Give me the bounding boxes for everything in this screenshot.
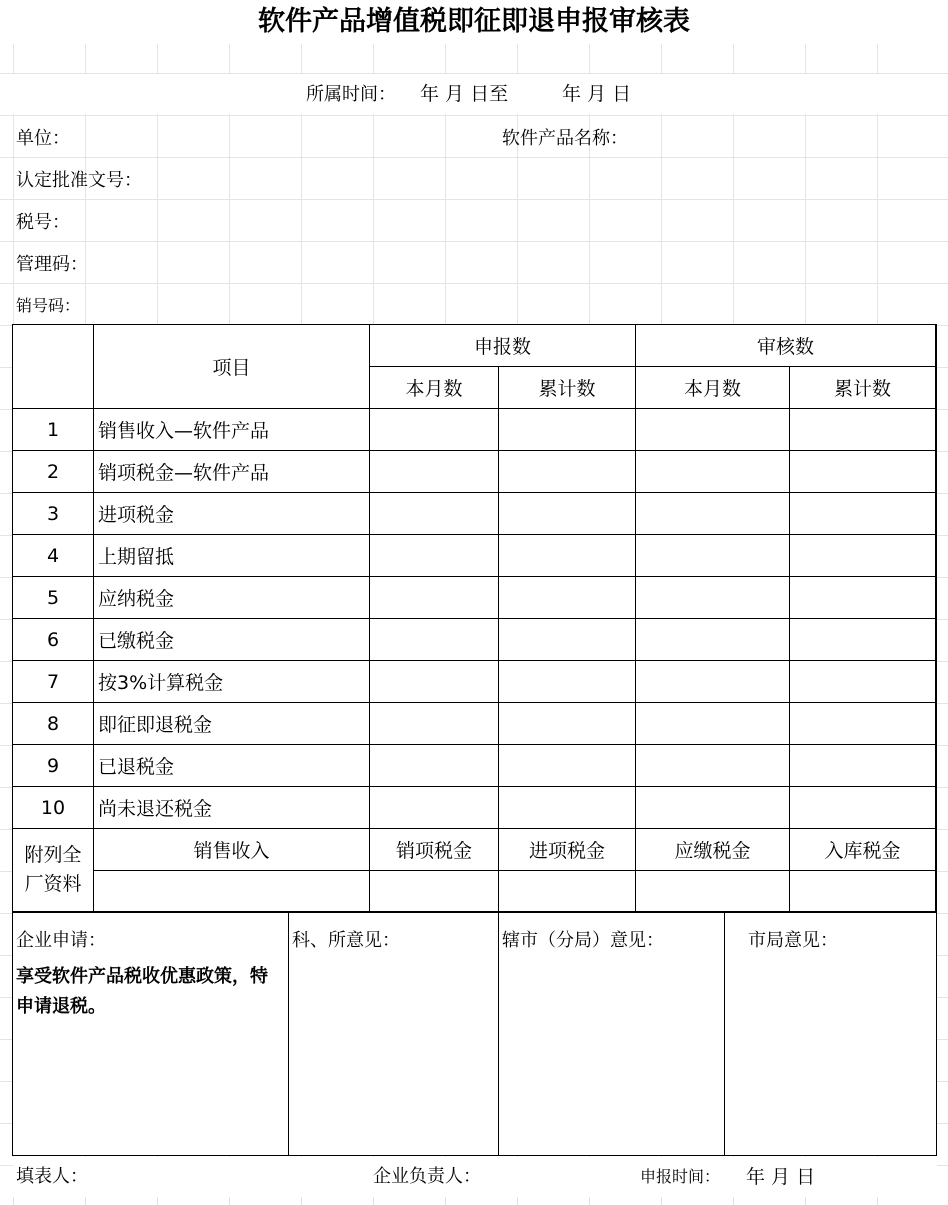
header-declared-month: 本月数 bbox=[370, 367, 498, 408]
manager-label: 企业负责人： bbox=[373, 1166, 481, 1187]
row-value-cell bbox=[370, 661, 498, 702]
row-value-cell bbox=[370, 409, 498, 450]
header-corner-cell bbox=[13, 325, 93, 408]
row-value-cell bbox=[636, 703, 789, 744]
row-number: 3 bbox=[13, 493, 93, 534]
row-value-cell bbox=[790, 619, 935, 660]
header-item: 项目 bbox=[94, 325, 369, 408]
enterprise-label: 企业申请： bbox=[16, 930, 106, 951]
row-item-label: 已退税金 bbox=[94, 745, 369, 786]
appendix-label bbox=[13, 829, 93, 911]
tax-no-label: 税号： bbox=[16, 212, 70, 233]
header-reviewed: 审核数 bbox=[636, 325, 935, 366]
appendix-value-cell bbox=[636, 871, 789, 911]
mgmt-code-label: 管理码： bbox=[16, 254, 88, 275]
row-value-cell bbox=[499, 787, 635, 828]
row-value-cell bbox=[790, 703, 935, 744]
row-value-cell bbox=[636, 787, 789, 828]
row-value-cell bbox=[790, 493, 935, 534]
row-value-cell bbox=[370, 535, 498, 576]
row-item-label: 即征即退税金 bbox=[94, 703, 369, 744]
period-label: 所属时间： bbox=[306, 84, 396, 105]
row-value-cell bbox=[790, 787, 935, 828]
appendix-col-header: 应缴税金 bbox=[636, 829, 789, 870]
row-number: 6 bbox=[13, 619, 93, 660]
row-value-cell bbox=[370, 577, 498, 618]
row-number: 4 bbox=[13, 535, 93, 576]
appendix-col-header: 销售收入 bbox=[94, 829, 369, 870]
row-number: 5 bbox=[13, 577, 93, 618]
row-value-cell bbox=[636, 535, 789, 576]
period-to: 年 月 日 bbox=[562, 83, 632, 105]
row-value-cell bbox=[370, 787, 498, 828]
row-value-cell bbox=[636, 661, 789, 702]
appendix-value-cell bbox=[94, 871, 369, 911]
appendix-label-line1: 附列全 bbox=[24, 844, 82, 866]
appendix-value-cell bbox=[790, 871, 935, 911]
row-value-cell bbox=[370, 619, 498, 660]
row-item-label: 进项税金 bbox=[94, 493, 369, 534]
row-value-cell bbox=[370, 703, 498, 744]
header-declared-cumulative: 累计数 bbox=[499, 367, 635, 408]
row-value-cell bbox=[636, 493, 789, 534]
city-label: 市局意见： bbox=[748, 930, 838, 951]
row-value-cell bbox=[790, 409, 935, 450]
row-number: 1 bbox=[13, 409, 93, 450]
row-number: 7 bbox=[13, 661, 93, 702]
appendix-col-header: 销项税金 bbox=[370, 829, 498, 870]
row-item-label: 销售收入—软件产品 bbox=[94, 409, 369, 450]
row-value-cell bbox=[790, 535, 935, 576]
header-reviewed-month: 本月数 bbox=[636, 367, 789, 408]
row-item-label: 已缴税金 bbox=[94, 619, 369, 660]
page-title: 软件产品增值税即征即退申报审核表 bbox=[0, 0, 948, 44]
row-value-cell bbox=[499, 745, 635, 786]
row-number: 2 bbox=[13, 451, 93, 492]
section-label: 科、所意见： bbox=[292, 930, 400, 951]
row-value-cell bbox=[790, 451, 935, 492]
period-from: 年 月 日至 bbox=[420, 83, 509, 105]
date-value: 年 月 日 bbox=[746, 1166, 816, 1188]
row-value-cell bbox=[370, 451, 498, 492]
enterprise-text: 享受软件产品税收优惠政策，特申请退税。 bbox=[16, 966, 268, 1017]
row-number: 9 bbox=[13, 745, 93, 786]
row-item-label: 销项税金—软件产品 bbox=[94, 451, 369, 492]
row-value-cell bbox=[499, 661, 635, 702]
district-label: 辖市（分局）意见： bbox=[502, 930, 664, 951]
row-value-cell bbox=[790, 745, 935, 786]
date-label: 申报时间： bbox=[640, 1167, 721, 1186]
row-value-cell bbox=[499, 577, 635, 618]
product-name-label: 软件产品名称： bbox=[502, 128, 628, 149]
sales-code-label: 销号码： bbox=[16, 296, 81, 315]
row-value-cell bbox=[499, 409, 635, 450]
row-value-cell bbox=[499, 703, 635, 744]
header-reviewed-cumulative: 累计数 bbox=[790, 367, 935, 408]
row-item-label: 按3%计算税金 bbox=[94, 661, 369, 702]
appendix-col-header: 进项税金 bbox=[499, 829, 635, 870]
row-value-cell bbox=[499, 451, 635, 492]
row-value-cell bbox=[370, 493, 498, 534]
appendix-col-header: 入库税金 bbox=[790, 829, 935, 870]
approval-no-label: 认定批准文号： bbox=[16, 170, 142, 191]
row-value-cell bbox=[499, 493, 635, 534]
row-value-cell bbox=[790, 661, 935, 702]
row-item-label: 上期留抵 bbox=[94, 535, 369, 576]
row-item-label: 应纳税金 bbox=[94, 577, 369, 618]
appendix-value-cell bbox=[499, 871, 635, 911]
row-number: 8 bbox=[13, 703, 93, 744]
appendix-value-cell bbox=[370, 871, 498, 911]
row-number: 10 bbox=[13, 787, 93, 828]
header-declared: 申报数 bbox=[370, 325, 635, 366]
row-value-cell bbox=[499, 619, 635, 660]
row-value-cell bbox=[636, 577, 789, 618]
row-value-cell bbox=[636, 451, 789, 492]
filler-label: 填表人： bbox=[16, 1166, 88, 1187]
appendix-label-line2: 厂资料 bbox=[24, 873, 82, 895]
row-value-cell bbox=[636, 619, 789, 660]
row-value-cell bbox=[636, 409, 789, 450]
row-item-label: 尚未退还税金 bbox=[94, 787, 369, 828]
row-value-cell bbox=[499, 535, 635, 576]
row-value-cell bbox=[370, 745, 498, 786]
row-value-cell bbox=[790, 577, 935, 618]
row-value-cell bbox=[636, 745, 789, 786]
unit-label: 单位： bbox=[16, 128, 70, 149]
